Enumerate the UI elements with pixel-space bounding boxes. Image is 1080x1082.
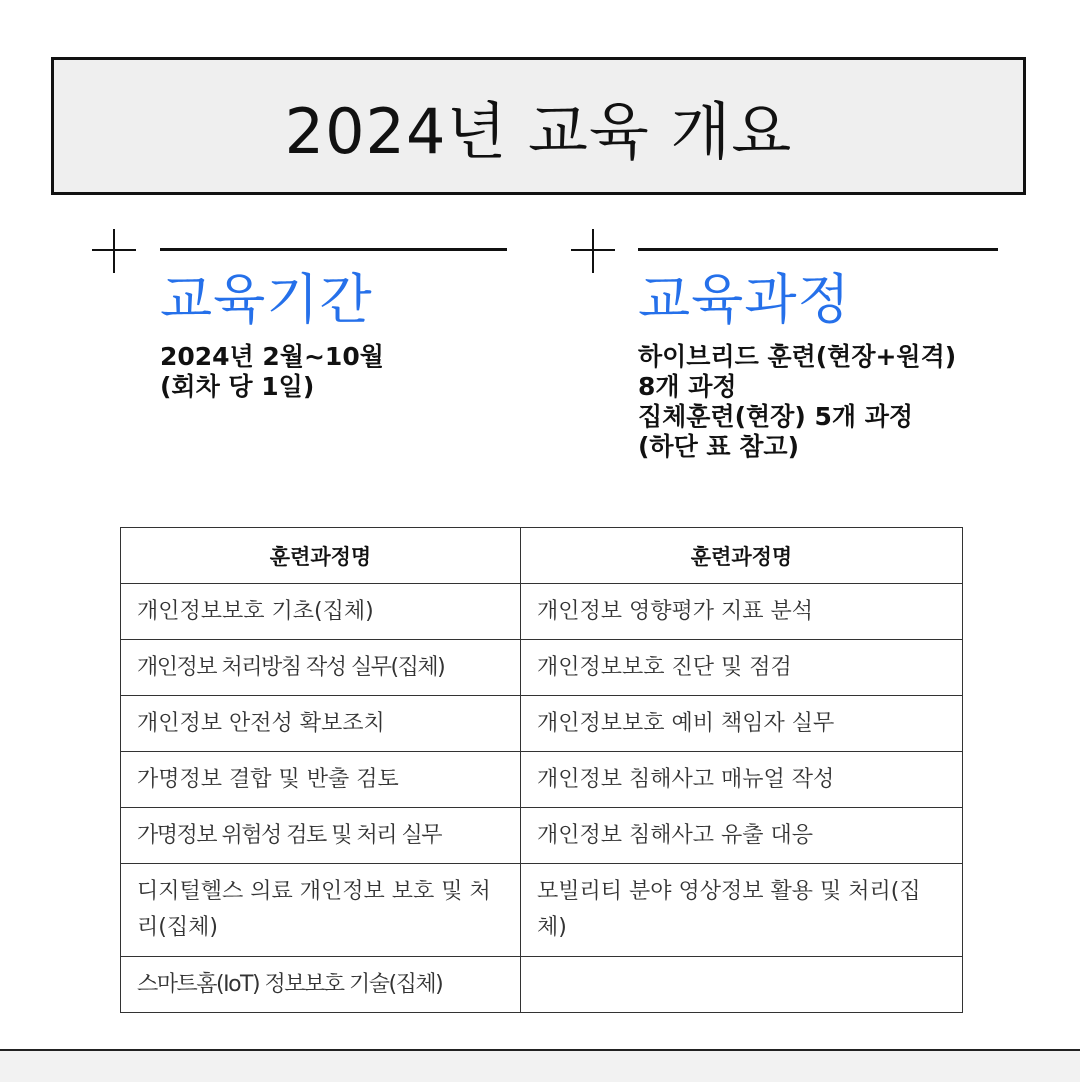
course-description (638, 342, 956, 462)
course-table (120, 527, 963, 1013)
table-cell: 모빌리티 분야 영상정보 활용 및 처리(집체) (521, 864, 963, 957)
course-section (638, 268, 956, 462)
table-cell: 가명정보 위험성 검토 및 처리 실무 (121, 808, 521, 864)
table-cell: 개인정보 침해사고 유출 대응 (521, 808, 963, 864)
page-title: 2024년 교육 개요 (284, 94, 793, 168)
table-cell: 디지털헬스 의료 개인정보 보호 및 처리(집체) (121, 864, 521, 957)
table-cell: 개인정보보호 예비 책임자 실무 (521, 696, 963, 752)
course-heading: 교육과정 (638, 268, 851, 331)
plus-icon (92, 229, 136, 273)
table-row (121, 584, 963, 640)
period-description (160, 342, 384, 402)
bottom-bar (0, 1049, 1080, 1082)
section-divider (638, 248, 998, 251)
table-cell: 스마트홈(IoT) 정보보호 기술(집체) (121, 957, 521, 1013)
course-line: 8개 과정 (638, 372, 737, 401)
table-header: 훈련과정명 (121, 528, 521, 584)
course-line: 집체훈련(현장) 5개 과정 (638, 402, 914, 431)
table-cell: 개인정보 안전성 확보조치 (121, 696, 521, 752)
table-cell: 개인정보보호 진단 및 점검 (521, 640, 963, 696)
course-line: 하이브리드 훈련(현장+원격) (638, 342, 957, 371)
period-heading: 교육기간 (160, 268, 373, 331)
period-line: 2024년 2월~10월 (160, 342, 384, 371)
table-cell: 개인정보 처리방침 작성 실무(집체) (121, 640, 521, 696)
table-cell: 개인정보보호 기초(집체) (121, 584, 521, 640)
plus-icon (571, 229, 615, 273)
table-header-row (121, 528, 963, 584)
table-header: 훈련과정명 (521, 528, 963, 584)
table-row (121, 808, 963, 864)
table-row (121, 864, 963, 957)
table-cell: 개인정보 영향평가 지표 분석 (521, 584, 963, 640)
period-line: (회차 당 1일) (160, 372, 315, 401)
table-row (121, 752, 963, 808)
course-line: (하단 표 참고) (638, 432, 800, 461)
table-cell: 개인정보 침해사고 매뉴얼 작성 (521, 752, 963, 808)
table-row (121, 696, 963, 752)
section-divider (160, 248, 507, 251)
title-box (51, 57, 1026, 195)
table-cell: 가명정보 결합 및 반출 검토 (121, 752, 521, 808)
table-row (121, 640, 963, 696)
period-section (160, 268, 384, 402)
table-cell (521, 957, 963, 1013)
table-row (121, 957, 963, 1013)
